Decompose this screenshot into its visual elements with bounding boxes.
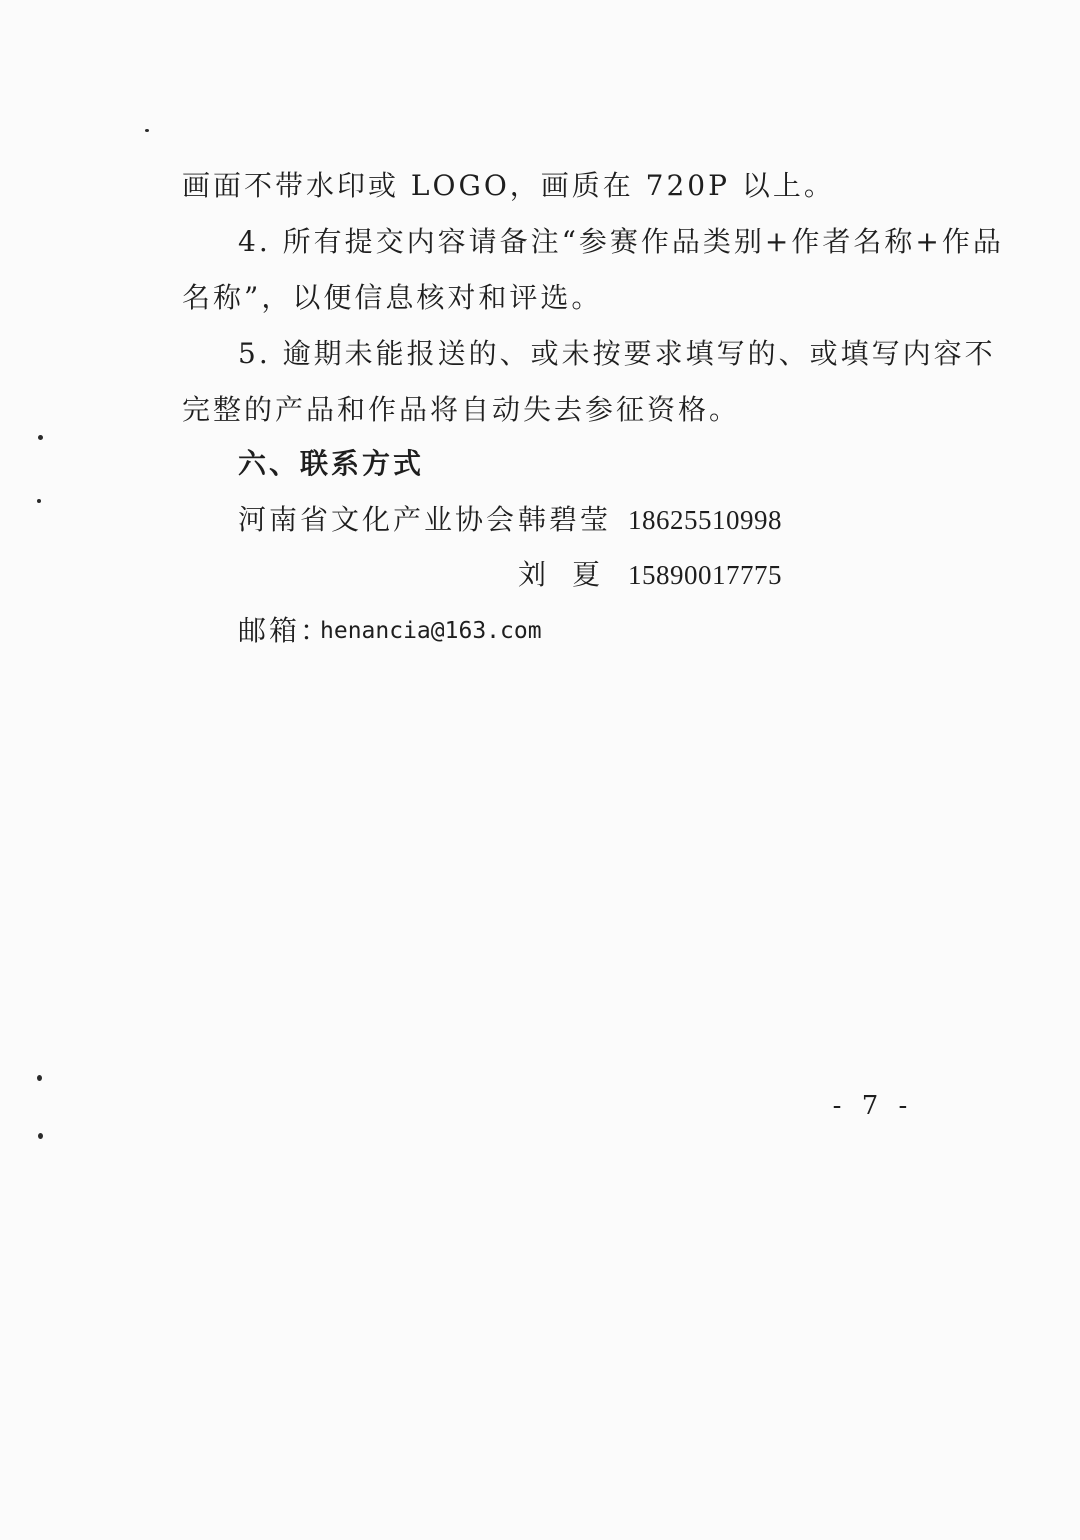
body-line-3: 名称”，以便信息核对和评选。 <box>182 281 603 314</box>
contact-row-2 <box>238 555 798 595</box>
email-row <box>238 611 658 651</box>
scan-speck <box>37 499 41 503</box>
scan-speck <box>37 1075 42 1081</box>
email-label: 邮箱： <box>238 614 332 647</box>
contact-phone-2: 15890017775 <box>628 560 782 590</box>
body-line-1: 画面不带水印或 LOGO，画质在 720P 以上。 <box>182 169 835 202</box>
page-number: - 7 - <box>832 1091 914 1121</box>
body-line-5: 完整的产品和作品将自动失去参征资格。 <box>182 393 741 426</box>
contact-name-1: 韩碧莹 <box>518 503 612 536</box>
scan-speck <box>145 129 149 132</box>
contact-row-1 <box>238 500 798 540</box>
email-address: henancia@163.com <box>320 618 542 644</box>
scan-speck <box>38 435 43 440</box>
scan-speck <box>38 1133 43 1139</box>
body-line-4: 5. 逾期未能报送的、或未按要求填写的、或填写内容不 <box>238 337 996 370</box>
section-heading-contact: 六、联系方式 <box>238 447 425 480</box>
contact-name-2: 刘夏 <box>518 558 627 591</box>
body-line-2: 4. 所有提交内容请备注“参赛作品类别+作者名称+作品 <box>238 225 1004 258</box>
organization-name: 河南省文化产业协会 <box>238 503 518 536</box>
contact-phone-1: 18625510998 <box>628 505 782 535</box>
